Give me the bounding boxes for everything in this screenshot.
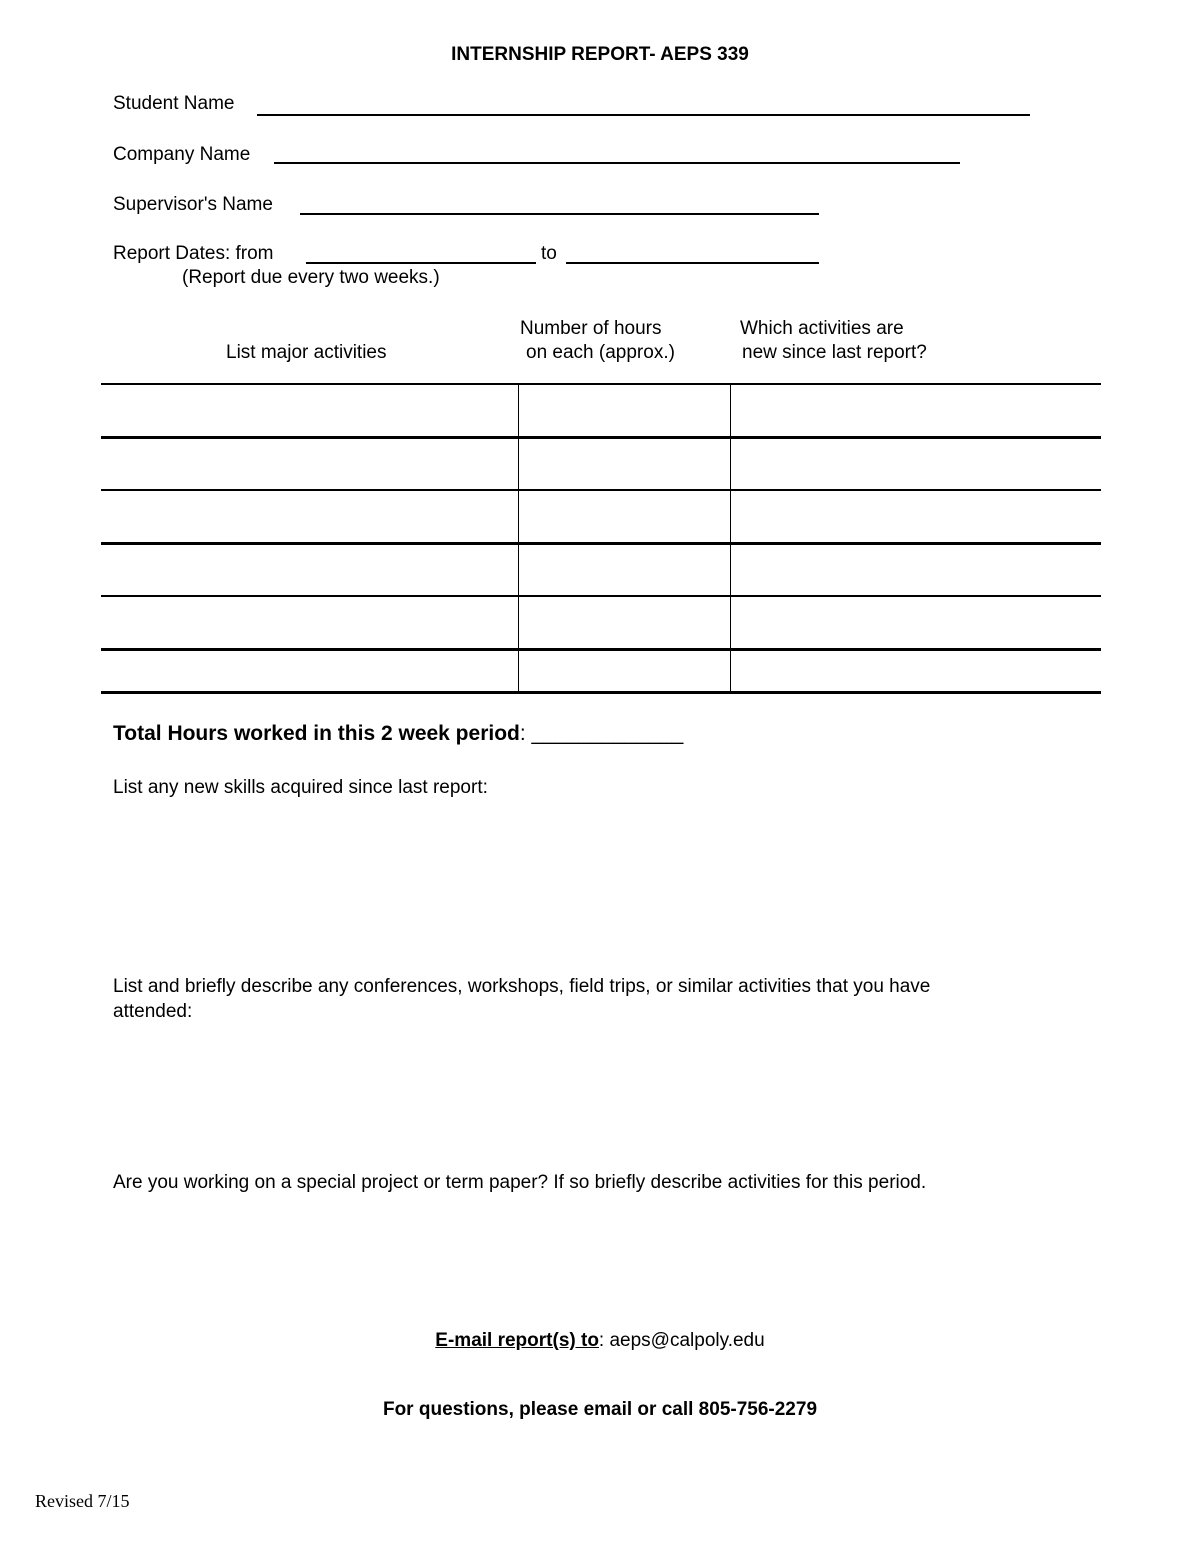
table-cell-new-2[interactable] <box>731 439 1101 489</box>
new-skills-answer-area[interactable] <box>113 805 1103 965</box>
table-rule <box>101 691 1101 694</box>
email-separator: : <box>598 1330 610 1351</box>
table-cell-hours-4[interactable] <box>519 545 730 595</box>
col-header-activities: List major activities <box>226 342 387 363</box>
table-cell-activity-6[interactable] <box>101 651 518 691</box>
company-name-field[interactable] <box>274 162 960 164</box>
table-cell-activity-4[interactable] <box>101 545 518 595</box>
company-name-label: Company Name <box>113 144 251 165</box>
table-cell-activity-2[interactable] <box>101 439 518 489</box>
total-hours-field[interactable]: : _____________ <box>519 722 684 745</box>
contact-info: For questions, please email or call 805-756-2279 <box>382 1399 818 1420</box>
email-line <box>0 1330 1200 1352</box>
conferences-answer-area[interactable] <box>113 1030 1103 1165</box>
revision-note: Revised 7/15 <box>35 1491 130 1511</box>
supervisor-name-field[interactable] <box>300 213 819 215</box>
table-cell-hours-1[interactable] <box>519 385 730 436</box>
special-project-answer-area[interactable] <box>113 1200 1103 1315</box>
conferences-question-line1: List and briefly describe any conferences, workshops, field trips, or similar activities that you have <box>113 976 931 997</box>
email-label: E-mail report(s) to <box>435 1330 599 1351</box>
table-cell-new-1[interactable] <box>731 385 1101 436</box>
col-header-hours-line2: on each (approx.) <box>526 342 675 363</box>
new-skills-question: List any new skills acquired since last report: <box>113 777 488 798</box>
table-cell-hours-5[interactable] <box>519 597 730 648</box>
table-cell-hours-3[interactable] <box>519 491 730 542</box>
table-cell-new-5[interactable] <box>731 597 1101 648</box>
col-header-new-line1: Which activities are <box>740 318 904 339</box>
special-project-question: Are you working on a special project or term paper? If so briefly describe activities for this period. <box>113 1172 927 1193</box>
table-cell-activity-1[interactable] <box>101 385 518 436</box>
supervisor-name-label: Supervisor's Name <box>113 194 273 215</box>
report-date-from-field[interactable] <box>306 262 536 264</box>
student-name-label: Student Name <box>113 93 235 114</box>
student-name-field[interactable] <box>257 114 1030 116</box>
conferences-question-line2: attended: <box>113 1001 193 1022</box>
report-dates-from-label: Report Dates: from <box>113 243 274 264</box>
table-cell-hours-6[interactable] <box>519 651 730 691</box>
table-cell-hours-2[interactable] <box>519 439 730 489</box>
report-dates-to-label: to <box>541 243 557 264</box>
table-cell-new-3[interactable] <box>731 491 1101 542</box>
table-cell-new-6[interactable] <box>731 651 1101 691</box>
col-header-hours-line1: Number of hours <box>520 318 662 339</box>
report-date-to-field[interactable] <box>566 262 819 264</box>
table-cell-new-4[interactable] <box>731 545 1101 595</box>
col-header-new-line2: new since last report? <box>742 342 927 363</box>
total-hours-row <box>113 722 683 746</box>
email-address-link[interactable]: aeps@calpoly.edu <box>609 1330 765 1351</box>
table-cell-activity-5[interactable] <box>101 597 518 648</box>
table-cell-activity-3[interactable] <box>101 491 518 542</box>
total-hours-label: Total Hours worked in this 2 week period <box>113 722 520 745</box>
report-due-note: (Report due every two weeks.) <box>182 267 440 288</box>
page-title: INTERNSHIP REPORT- AEPS 339 <box>451 44 749 65</box>
